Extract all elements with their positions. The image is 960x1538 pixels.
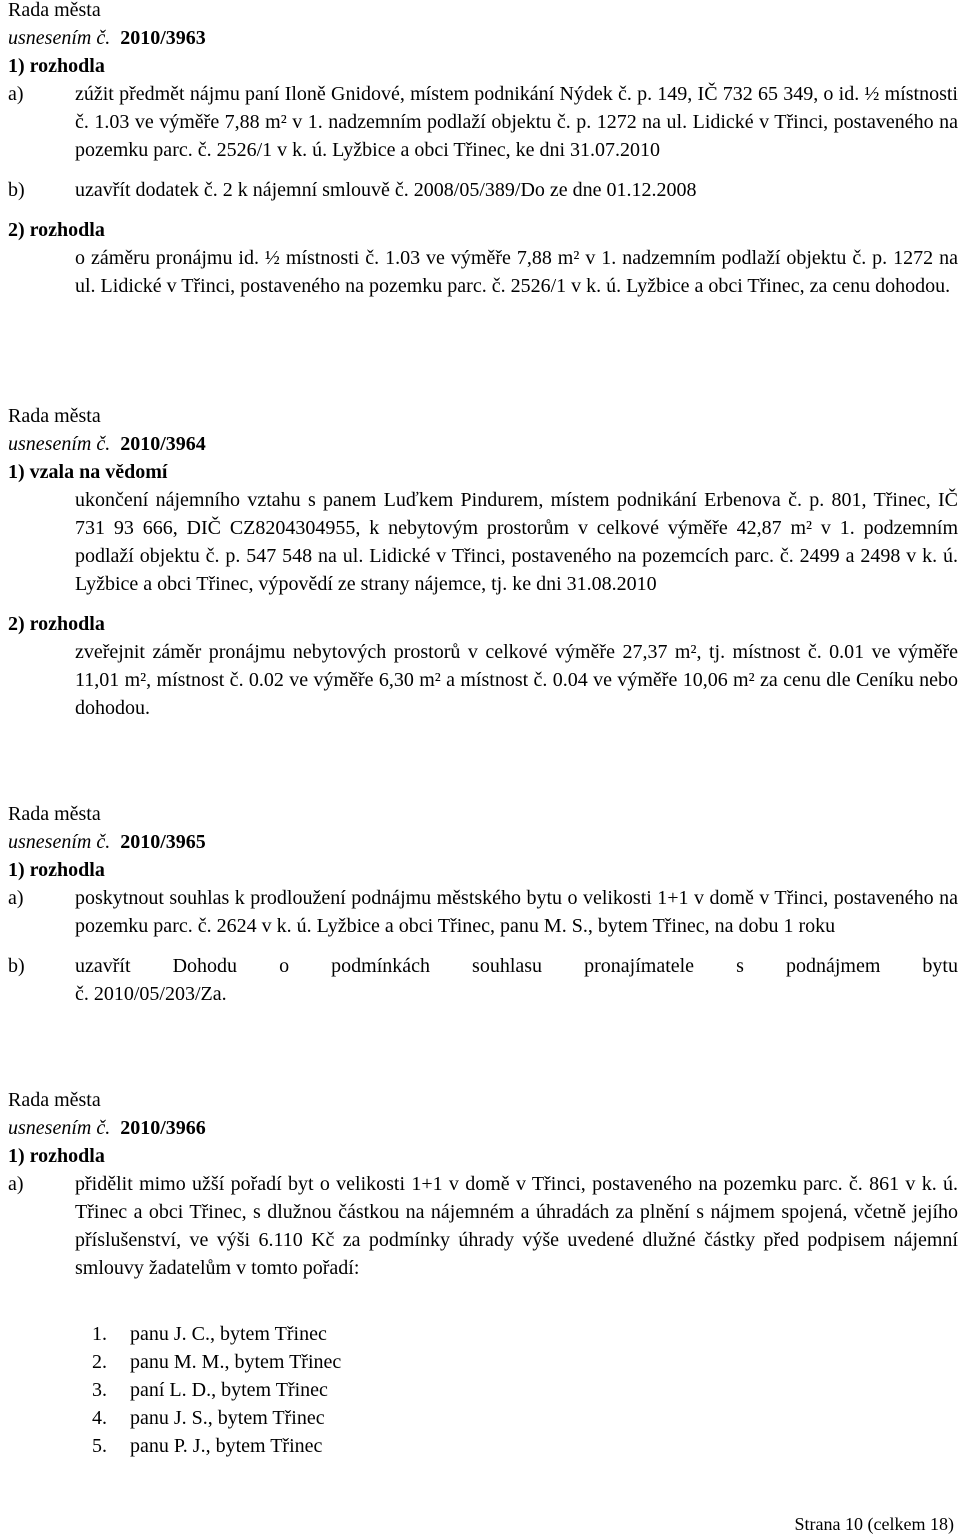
decision-item-b <box>8 176 958 204</box>
decision-item-a <box>8 1170 958 1282</box>
item-text: uzavřít dodatek č. 2 k nájemní smlouvě č. 2008/05/389/Do ze dne 01.12.2008 <box>75 179 697 201</box>
decision-heading: 1) vzala na vědomí <box>8 461 168 483</box>
resolution-number: 2010/3963 <box>120 27 206 49</box>
decision-heading: 1) rozhodla <box>8 55 105 77</box>
resolution-number-line <box>8 430 958 458</box>
item-text: poskytnout souhlas k prodloužení podnájmu městského bytu o velikosti 1+1 v domě v Třinci, postaveného na pozemku parc. č. 2624 v k. ú. Lyžbice a obci Třinec, panu M. S., bytem Třinec, na dobu 1 roku <box>75 887 958 937</box>
resolution-number: 2010/3964 <box>120 433 206 455</box>
resolution-label: usnesením č. <box>8 831 111 853</box>
list-number: 4. <box>92 1407 107 1429</box>
council-heading: Rada města <box>8 1089 101 1111</box>
resolution-3964 <box>8 402 958 722</box>
item-text: zúžit předmět nájmu paní Iloně Gnidové, místem podnikání Nýdek č. p. 149, IČ 732 65 349, o id. ½ místnosti č. 1.03 ve výměře 7,88 m² v 1. nadzemním podlaží objektu č. p. 1272 na ul. Lidické v Třinci, postaveného na pozemku parc. č. 2526/1 v k. ú. Lyžbice a obci Třinec, ke dni 31.07.2010 <box>75 83 958 161</box>
applicant-list <box>92 1320 341 1460</box>
item-text: přidělit mimo užší pořadí byt o velikosti 1+1 v domě v Třinci, postaveného na pozemku parc. č. 861 v k. ú. Třinec a obci Třinec, s dlužnou částkou na nájemném a úhradách za plnění s nájmem spojená, včetně jejího příslušenství, ve výši 6.110 Kč za podmínky úhrady výše uvedené dlužné částky před podpisem nájemní smlouvy žadatelům v tomto pořadí: <box>75 1173 958 1279</box>
decision-item-a <box>8 80 958 164</box>
decision-heading: 2) rozhodla <box>8 613 105 635</box>
list-text: paní L. D., bytem Třinec <box>130 1379 328 1401</box>
item-text: uzavřít Dohodu o podmínkách souhlasu pronajímatele s podnájmem bytu <box>75 955 958 977</box>
list-text: panu M. M., bytem Třinec <box>130 1351 342 1373</box>
resolution-number: 2010/3965 <box>120 831 206 853</box>
list-number: 5. <box>92 1435 107 1457</box>
resolution-number: 2010/3966 <box>120 1117 206 1139</box>
list-number: 2. <box>92 1351 107 1373</box>
decision-heading: 1) rozhodla <box>8 859 105 881</box>
list-text: panu P. J., bytem Třinec <box>130 1435 323 1457</box>
resolution-label: usnesením č. <box>8 27 111 49</box>
list-item <box>92 1404 341 1432</box>
list-text: panu J. C., bytem Třinec <box>130 1323 327 1345</box>
list-item <box>92 1348 341 1376</box>
resolution-3965 <box>8 800 958 1008</box>
item-text-continuation: č. 2010/05/203/Za. <box>75 983 227 1005</box>
council-heading: Rada města <box>8 405 101 427</box>
item-label: b) <box>8 955 25 977</box>
resolution-number-line <box>8 24 958 52</box>
item-label: a) <box>8 83 24 105</box>
resolution-label: usnesením č. <box>8 433 111 455</box>
list-item <box>92 1320 341 1348</box>
decision-text: ukončení nájemního vztahu s panem Luďkem Pindurem, místem podnikání Erbenova č. p. 801, Třinec, IČ 731 93 666, DIČ CZ8204304955, k nebytovým prostorům v celkové výměře 42,87 m² v 1. podzemním podlaží objektu č. p. 547 548 na ul. Lidické v Třinci, postaveného na pozemcích parc. č. 2499 a 2498 v k. ú. Lyžbice a obci Třinec, výpovědí ze strany nájemce, tj. ke dni 31.08.2010 <box>75 489 958 595</box>
decision-item-b <box>8 952 958 980</box>
list-number: 3. <box>92 1379 107 1401</box>
resolution-number-line <box>8 828 958 856</box>
resolution-3966 <box>8 1086 958 1282</box>
item-label: a) <box>8 887 24 909</box>
resolution-label: usnesením č. <box>8 1117 111 1139</box>
item-label: b) <box>8 179 25 201</box>
council-heading: Rada města <box>8 0 101 21</box>
list-item <box>92 1376 341 1404</box>
page-number: Strana 10 (celkem 18) <box>794 1514 954 1534</box>
decision-text: zveřejnit záměr pronájmu nebytových prostorů v celkové výměře 27,37 m², tj. místnost č. 0.01 ve výměře 11,01 m², místnost č. 0.02 ve výměře 6,30 m² a místnost č. 0.04 ve výměře 10,06 m² za cenu dle Ceníku nebo dohodou. <box>75 641 958 719</box>
decision-heading: 1) rozhodla <box>8 1145 105 1167</box>
resolution-number-line <box>8 1114 958 1142</box>
list-text: panu J. S., bytem Třinec <box>130 1407 325 1429</box>
item-label: a) <box>8 1173 24 1195</box>
decision-item-a <box>8 884 958 940</box>
resolution-3963 <box>8 0 958 300</box>
council-heading: Rada města <box>8 803 101 825</box>
decision-text: o záměru pronájmu id. ½ místnosti č. 1.03 ve výměře 7,88 m² v 1. nadzemním podlaží objektu č. p. 1272 na ul. Lidické v Třinci, postaveného na pozemku parc. č. 2526/1 v k. ú. Lyžbice a obci Třinec, za cenu dohodou. <box>75 247 958 297</box>
list-number: 1. <box>92 1323 107 1345</box>
decision-heading: 2) rozhodla <box>8 219 105 241</box>
list-item <box>92 1432 341 1460</box>
